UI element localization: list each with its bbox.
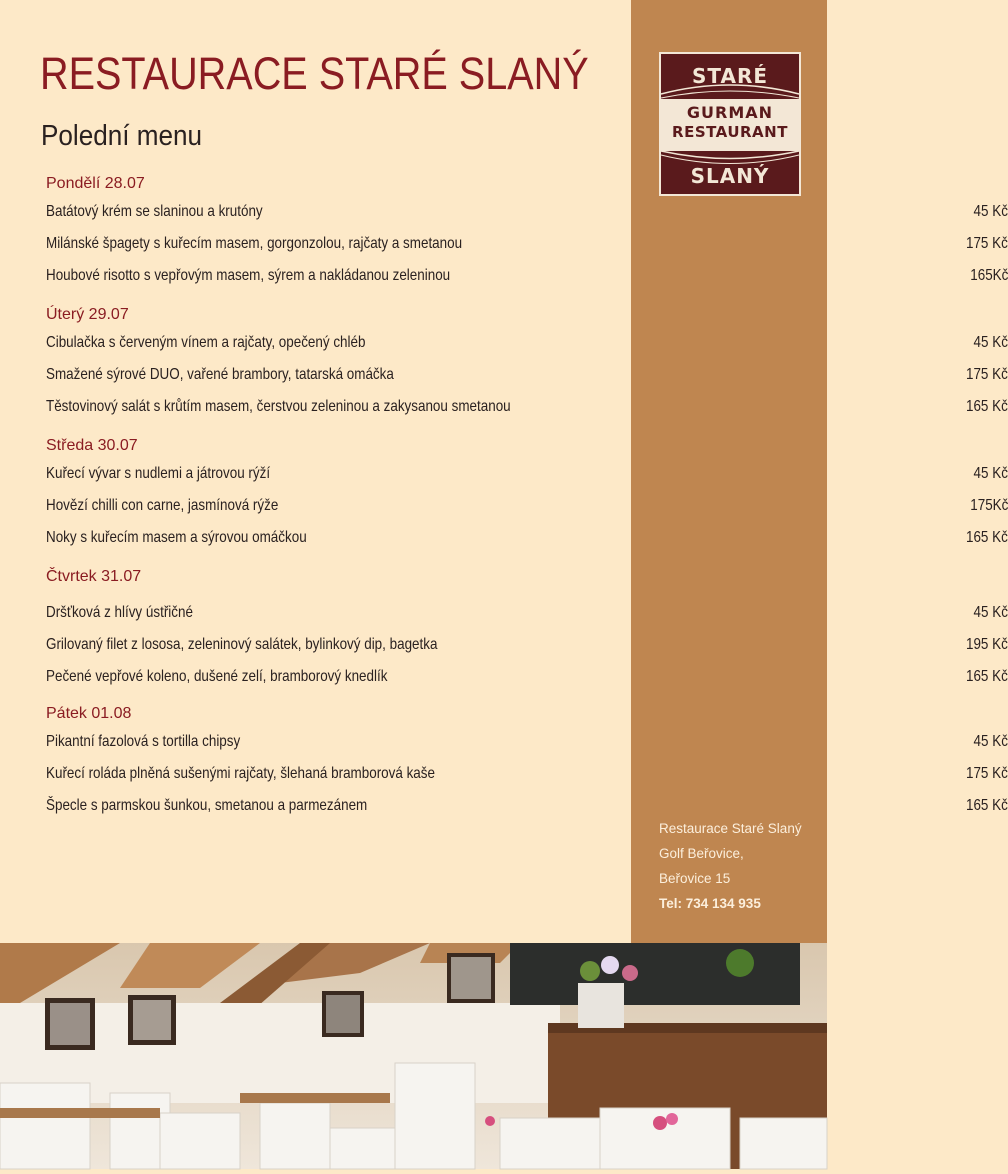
menu-item bbox=[46, 790, 1008, 822]
contact-address-line: Golf Beřovice, bbox=[659, 846, 744, 861]
menu-item bbox=[46, 359, 1008, 391]
menu-item bbox=[46, 196, 1008, 228]
dish-price: 165Kč bbox=[969, 267, 1008, 284]
menu-item bbox=[46, 458, 1008, 490]
menu-item bbox=[46, 490, 1008, 522]
interior-illustration bbox=[0, 943, 827, 1169]
menu-item bbox=[46, 228, 1008, 260]
dish-name: Noky s kuřecím masem a sýrovou omáčkou bbox=[46, 529, 307, 546]
contact-name: Restaurace Staré Slaný bbox=[659, 821, 802, 836]
day-heading: Středa 30.07 bbox=[46, 437, 138, 454]
restaurant-logo bbox=[659, 52, 801, 196]
dish-name: Grilovaný filet z lososa, zeleninový salátek, bylinkový dip, bagetka bbox=[46, 636, 438, 653]
menu-item bbox=[46, 327, 1008, 359]
dish-price: 175 Kč bbox=[966, 366, 1008, 383]
dish-name: Pikantní fazolová s tortilla chipsy bbox=[46, 733, 241, 750]
dish-name: Cibulačka s červeným vínem a rajčaty, opečený chléb bbox=[46, 334, 366, 351]
day-section bbox=[46, 702, 1008, 822]
dish-price: 175Kč bbox=[969, 497, 1008, 514]
logo-top-text: STARÉ bbox=[691, 64, 769, 88]
day-section bbox=[46, 434, 1008, 554]
day-heading: Pátek 01.08 bbox=[46, 705, 132, 722]
menu-item bbox=[46, 597, 1008, 629]
page-subtitle: Polední menu bbox=[41, 120, 203, 152]
dish-price: 165 Kč bbox=[966, 797, 1008, 814]
dish-name: Hovězí chilli con carne, jasmínová rýže bbox=[46, 497, 279, 514]
logo-middle-text: GURMAN bbox=[686, 103, 774, 122]
dish-price: 165 Kč bbox=[966, 398, 1008, 415]
menu-item bbox=[46, 629, 1008, 661]
dish-price: 175 Kč bbox=[966, 235, 1008, 252]
menu-item bbox=[46, 726, 1008, 758]
dish-price: 175 Kč bbox=[966, 765, 1008, 782]
dish-name: Těstovinový salát s krůtím masem, čerstvou zeleninou a zakysanou smetanou bbox=[46, 398, 511, 415]
day-heading: Úterý 29.07 bbox=[46, 306, 129, 323]
menu-item bbox=[46, 758, 1008, 790]
dish-name: Pečené vepřové koleno, dušené zelí, bramborový knedlík bbox=[46, 668, 388, 685]
day-section bbox=[46, 303, 1008, 423]
dish-price: 45 Kč bbox=[973, 733, 1008, 750]
dish-name: Houbové risotto s vepřovým masem, sýrem a nakládanou zeleninou bbox=[46, 267, 451, 284]
contact-address-line: Beřovice 15 bbox=[659, 871, 731, 886]
menu-item bbox=[46, 661, 1008, 693]
dish-name: Kuřecí vývar s nudlemi a játrovou rýží bbox=[46, 465, 271, 482]
menu-item bbox=[46, 260, 1008, 292]
contact-block bbox=[659, 816, 802, 916]
contact-phone[interactable]: Tel: 734 134 935 bbox=[659, 896, 761, 911]
page-title: RESTAURACE STARÉ SLANÝ bbox=[40, 48, 589, 99]
restaurant-interior-photo bbox=[0, 943, 827, 1169]
dish-price: 45 Kč bbox=[973, 465, 1008, 482]
dish-price: 45 Kč bbox=[973, 604, 1008, 621]
dish-price: 195 Kč bbox=[966, 636, 1008, 653]
dish-price: 165 Kč bbox=[966, 529, 1008, 546]
logo-middle-text: RESTAURANT bbox=[672, 123, 788, 141]
dish-name: Batátový krém se slaninou a krutóny bbox=[46, 203, 263, 220]
menu-item bbox=[46, 391, 1008, 423]
day-section bbox=[46, 565, 1008, 693]
day-heading: Čtvrtek 31.07 bbox=[46, 568, 142, 585]
dish-name: Milánské špagety s kuřecím masem, gorgonzolou, rajčaty a smetanou bbox=[46, 235, 463, 252]
menu-item bbox=[46, 522, 1008, 554]
day-heading: Pondělí 28.07 bbox=[46, 175, 145, 192]
dish-name: Smažené sýrové DUO, vařené brambory, tatarská omáčka bbox=[46, 366, 394, 383]
dish-price: 165 Kč bbox=[966, 668, 1008, 685]
dish-price: 45 Kč bbox=[973, 334, 1008, 351]
logo-bottom-text: SLANÝ bbox=[690, 164, 770, 188]
dish-name: Špecle s parmskou šunkou, smetanou a parmezánem bbox=[46, 797, 368, 814]
dish-name: Kuřecí roláda plněná sušenými rajčaty, šlehaná bramborová kaše bbox=[46, 765, 435, 782]
dish-name: Dršťková z hlívy ústřičné bbox=[46, 604, 193, 621]
dish-price: 45 Kč bbox=[973, 203, 1008, 220]
